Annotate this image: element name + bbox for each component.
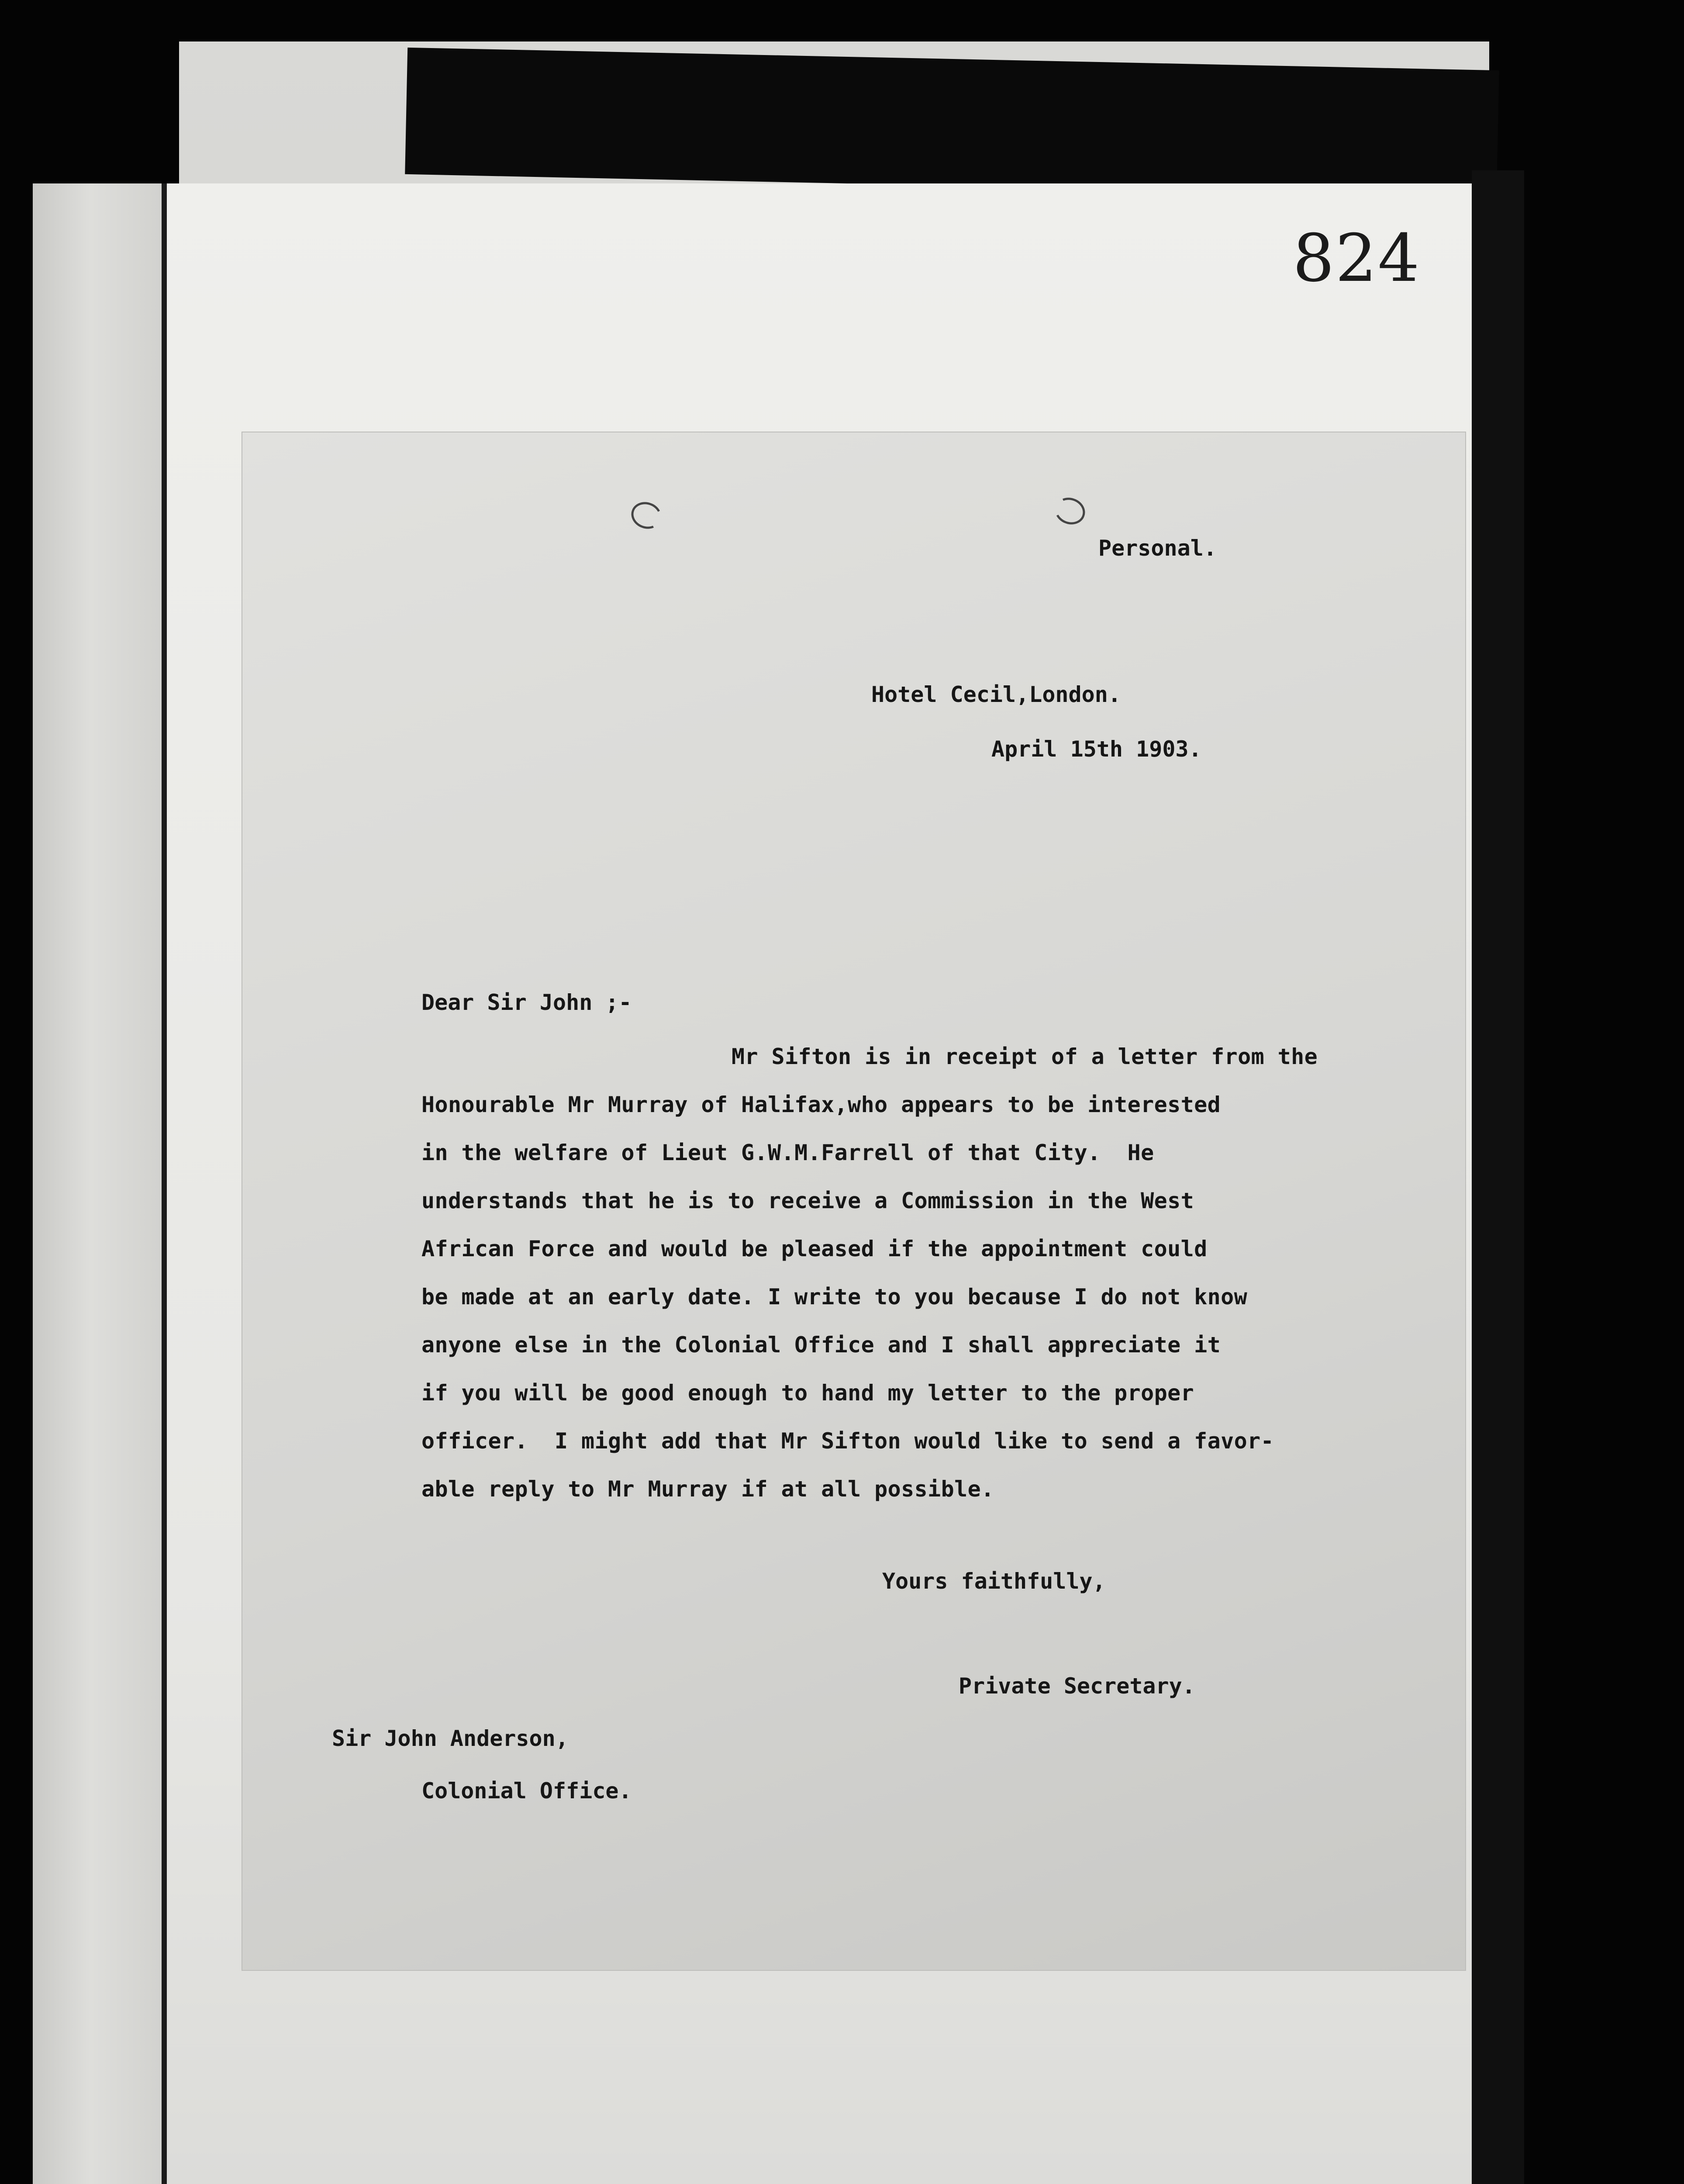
recipient-office: Colonial Office. xyxy=(421,1778,632,1804)
body-line: in the welfare of Lieut G.W.M.Farrell of that City. He xyxy=(421,1140,1154,1165)
body-line: Honourable Mr Murray of Halifax,who appears to be interested xyxy=(421,1092,1221,1117)
closing: Yours faithfully, xyxy=(882,1569,1106,1594)
body-line: Mr Sifton is in receipt of a letter from the xyxy=(732,1044,1318,1069)
letter-date: April 15th 1903. xyxy=(991,736,1202,762)
binder-shadow-top xyxy=(405,48,1499,197)
left-page-edge xyxy=(33,183,177,2184)
body-line: African Force and would be pleased if the appointment could xyxy=(421,1236,1208,1261)
archive-page-number: 824 xyxy=(1293,221,1421,297)
body-line: understands that he is to receive a Commission in the West xyxy=(421,1188,1194,1213)
signature-title: Private Secretary. xyxy=(959,1673,1195,1699)
body-line: if you will be good enough to hand my letter to the proper xyxy=(421,1380,1194,1406)
personal-marking: Personal. xyxy=(1098,536,1217,561)
recipient-name: Sir John Anderson, xyxy=(332,1726,569,1751)
body-line: able reply to Mr Murray if at all possible. xyxy=(421,1476,994,1502)
body-line: be made at an early date. I write to you because I do not know xyxy=(421,1284,1248,1310)
body-line: officer. I might add that Mr Sifton would like to send a favor- xyxy=(421,1428,1274,1454)
salutation: Dear Sir John ;- xyxy=(421,990,632,1015)
body-line: anyone else in the Colonial Office and I shall appreciate it xyxy=(421,1332,1221,1358)
binder-shadow-right xyxy=(1472,170,1524,2184)
sender-address: Hotel Cecil,London. xyxy=(871,682,1121,707)
